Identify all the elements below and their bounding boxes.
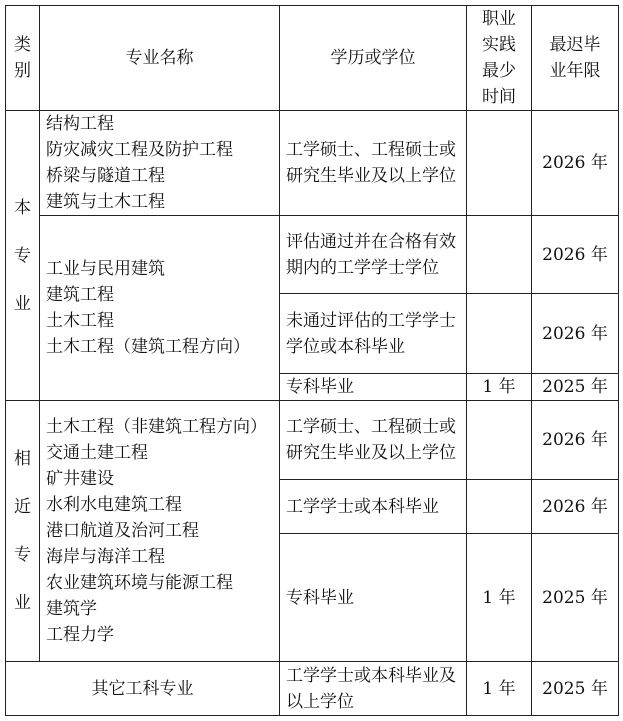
major-item: 土木工程（建筑工程方向） [46, 337, 250, 357]
degree-cell: 专科毕业 [280, 374, 467, 401]
header-practice-time: 职业实践最少时间 [467, 6, 532, 111]
deadline-cell: 2026 年 [532, 401, 619, 480]
major-item: 水利水电建筑工程 [46, 495, 182, 515]
degree-cell: 工学硕士、工程硕士或研究生毕业及以上学位 [280, 111, 467, 216]
degree-cell: 评估通过并在合格有效期内的工学学士学位 [280, 216, 467, 294]
requirements-table [5, 5, 619, 716]
header-degree: 学历或学位 [280, 6, 467, 111]
major-item: 土木工程 [46, 311, 114, 331]
practice-cell [467, 294, 532, 374]
major-list-cell [40, 401, 280, 662]
deadline-cell: 2026 年 [532, 111, 619, 216]
header-deadline: 最迟毕业年限 [532, 6, 619, 111]
major-item: 建筑工程 [46, 285, 114, 305]
category-cell: 相近专业 [6, 401, 40, 662]
practice-cell [467, 111, 532, 216]
table-row [6, 111, 619, 216]
degree-cell: 未通过评估的工学学士学位或本科毕业 [280, 294, 467, 374]
practice-cell [467, 216, 532, 294]
major-item: 农业建筑环境与能源工程 [46, 573, 233, 593]
table-row [6, 662, 619, 716]
deadline-cell: 2026 年 [532, 294, 619, 374]
header-category: 类别 [6, 6, 40, 111]
deadline-cell: 2025 年 [532, 374, 619, 401]
practice-cell: 1 年 [467, 374, 532, 401]
degree-cell: 工学硕士、工程硕士或研究生毕业及以上学位 [280, 401, 467, 480]
major-item: 土木工程（非建筑工程方向） [46, 417, 267, 437]
deadline-cell: 2026 年 [532, 216, 619, 294]
major-list-cell [40, 216, 280, 401]
category-cell: 本专业 [6, 111, 40, 401]
deadline-cell: 2026 年 [532, 480, 619, 534]
practice-cell [467, 480, 532, 534]
practice-cell: 1 年 [467, 534, 532, 662]
major-item: 结构工程 [46, 114, 114, 134]
practice-cell [467, 401, 532, 480]
table-row [6, 216, 619, 294]
header-row [6, 6, 619, 111]
degree-cell: 专科毕业 [280, 534, 467, 662]
major-item: 矿井建设 [46, 469, 114, 489]
major-item: 建筑学 [46, 599, 97, 619]
degree-cell: 工学学士或本科毕业及以上学位 [280, 662, 467, 716]
deadline-cell: 2025 年 [532, 662, 619, 716]
other-major-label: 其它工科专业 [6, 662, 280, 716]
major-item: 工业与民用建筑 [46, 259, 165, 279]
major-item: 建筑与土木工程 [46, 192, 165, 212]
practice-cell: 1 年 [467, 662, 532, 716]
major-list-cell [40, 111, 280, 216]
degree-cell: 工学学士或本科毕业 [280, 480, 467, 534]
major-item: 工程力学 [46, 625, 114, 645]
table-row [6, 401, 619, 480]
major-item: 港口航道及治河工程 [46, 521, 199, 541]
major-item: 防灾减灾工程及防护工程 [46, 140, 233, 160]
major-item: 交通土建工程 [46, 443, 148, 463]
deadline-cell: 2025 年 [532, 534, 619, 662]
header-major-name: 专业名称 [40, 6, 280, 111]
major-item: 海岸与海洋工程 [46, 547, 165, 567]
major-item: 桥梁与隧道工程 [46, 166, 165, 186]
